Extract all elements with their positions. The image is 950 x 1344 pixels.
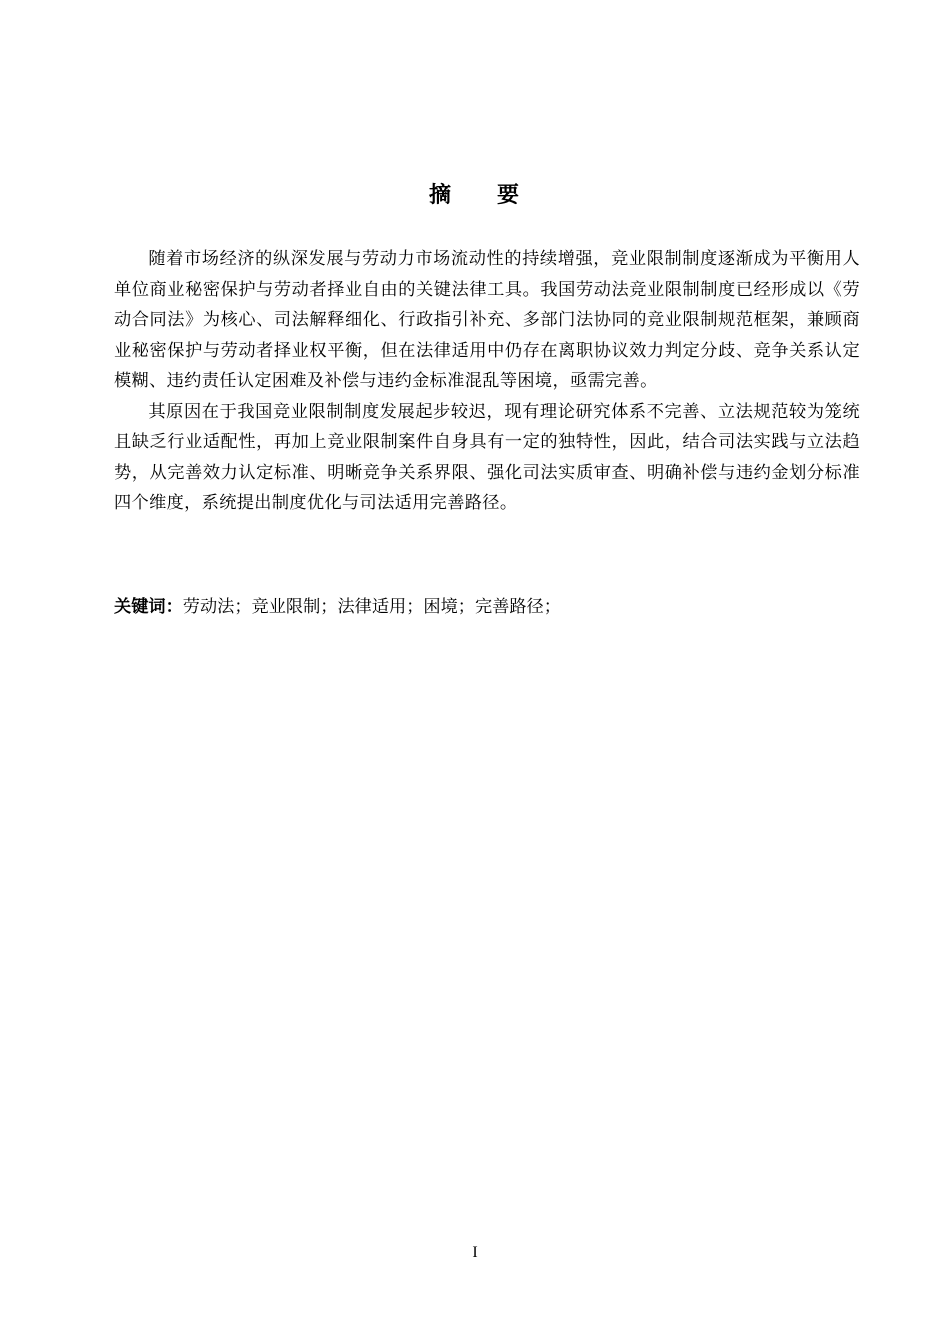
keywords-line bbox=[114, 592, 860, 622]
title-char-1: 摘 bbox=[428, 183, 453, 208]
page-number: I bbox=[472, 1244, 478, 1261]
keywords-value: 劳动法；竞业限制；法律适用；困境；完善路径； bbox=[182, 597, 561, 617]
abstract-body bbox=[114, 244, 860, 519]
abstract-paragraph-1: 随着市场经济的纵深发展与劳动力市场流动性的持续增强，竞业限制制度逐渐成为平衡用人单位商业秘密保护与劳动者择业自由的关键法律工具。我国劳动法竞业限制制度已经形成以《劳动合同法》为核心、司法解释细化、行政指引补充、多部门法协同的竞业限制规范框架，兼顾商业秘密保护与劳动者择业权平衡，但在法律适用中仍存在离职协议效力判定分歧、竞争关系认定模糊、违约责任认定困难及补偿与违约金标准混乱等困境，亟需完善。 bbox=[114, 249, 860, 391]
abstract-paragraph-2: 其原因在于我国竞业限制制度发展起步较迟，现有理论研究体系不完善、立法规范较为笼统且缺乏行业适配性，再加上竞业限制案件自身具有一定的独特性，因此，结合司法实践与立法趋势，从完善效力认定标准、明晰竞争关系界限、强化司法实质审查、明确补偿与违约金划分标准四个维度，系统提出制度优化与司法适用完善路径。 bbox=[114, 401, 860, 513]
page-title bbox=[0, 178, 950, 209]
keywords-label: 关键词： bbox=[114, 597, 183, 617]
title-char-2: 要 bbox=[497, 183, 522, 208]
